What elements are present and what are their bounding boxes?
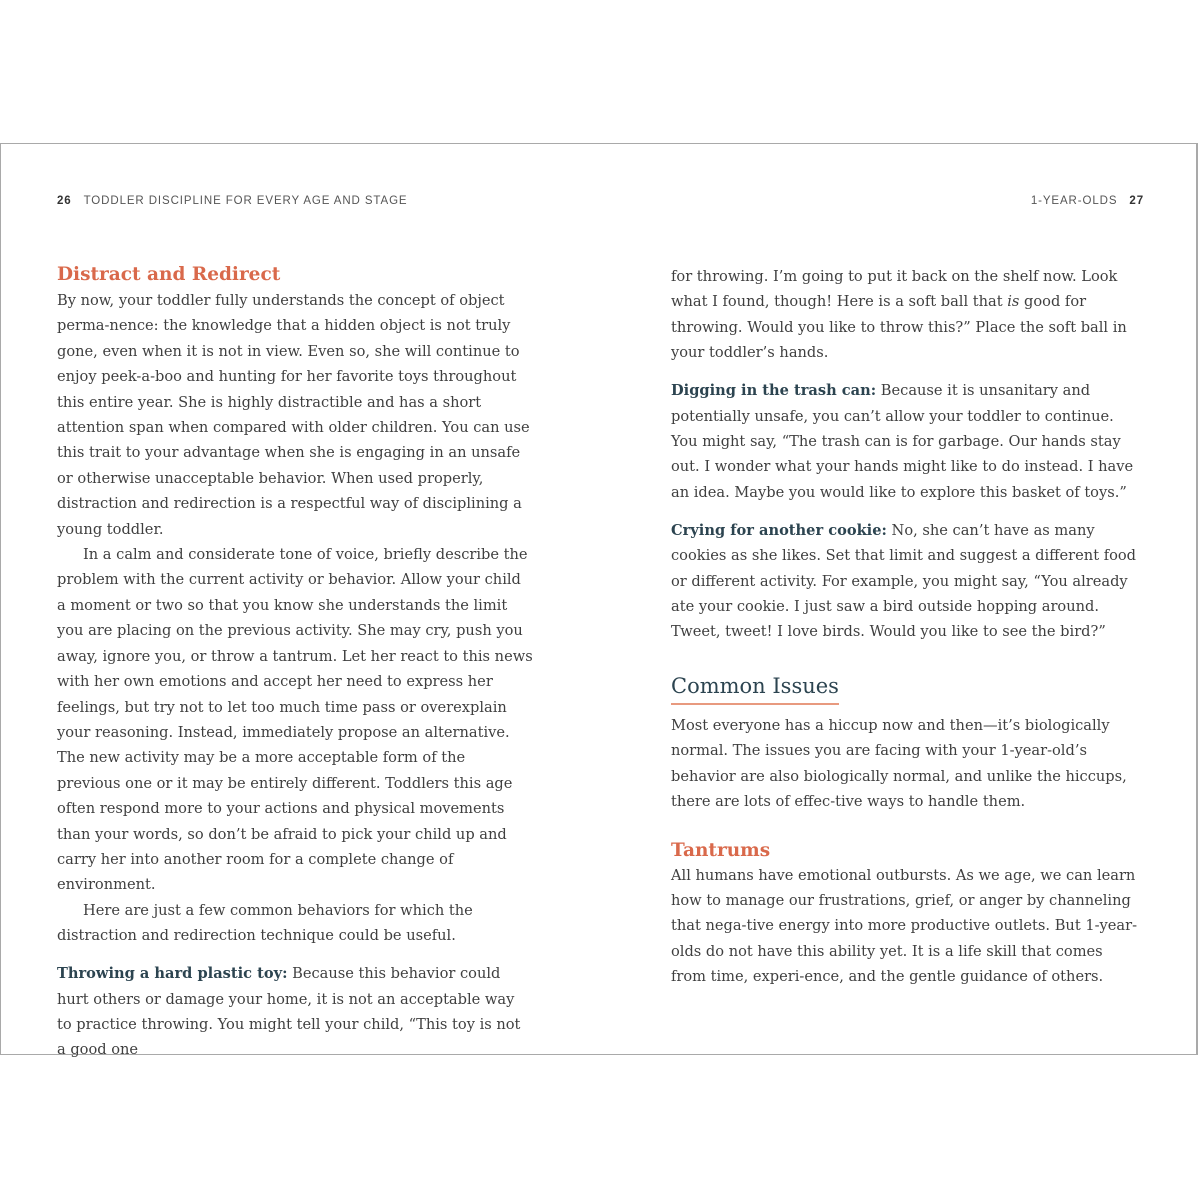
- behavior-entry: [57, 961, 533, 1063]
- left-page-number: 26: [57, 195, 72, 207]
- common-issues-intro: Most everyone has a hiccup now and then—it’s biologically normal. The issues you are facing with your 1-year-old’s behavior are also biologically normal, and unlike the hiccups, there are lots of effec-tive ways to handle them.: [671, 716, 1127, 811]
- right-page-body: [671, 264, 1141, 990]
- behavior-term: Throwing a hard plastic toy:: [57, 965, 288, 983]
- common-issues-heading: Common Issues: [671, 672, 839, 705]
- body-paragraph: By now, your toddler fully understands the concept of object perma-nence: the knowledge that a hidden object is not truly gone, even when it is not in view. Even so, she will continue to enjoy peek-a-boo and hunting for her favorite toys throughout this entire year. She is highly distractible and has a short attention span when compared with older children. You can use this trait to your advantage when she is engaging in an unsafe or otherwise unacceptable behavior. When used properly, distraction and redirection is a respectful way of disciplining a young toddler.: [57, 292, 530, 538]
- behavior-entry: [671, 518, 1141, 645]
- body-paragraph: Here are just a few common behaviors for which the distraction and redirection technique could be useful.: [57, 901, 473, 945]
- behavior-text: Because it is unsanitary and potentially unsafe, you can’t allow your toddler to continue. You might say, “The trash can is for garbage. Our hands stay out. I wonder what your hands might like to do instead. I have an idea. Maybe you would like to explore this basket of toys.”: [671, 382, 1134, 501]
- common-issues-section: [671, 672, 1141, 705]
- tantrums-section: [671, 838, 1141, 990]
- right-page-number: 27: [1129, 195, 1144, 207]
- behavior-term: Crying for another cookie:: [671, 521, 887, 539]
- behavior-term: Digging in the trash can:: [671, 382, 877, 400]
- tantrums-heading: Tantrums: [671, 839, 771, 861]
- behavior-text: Because this behavior could hurt others or damage your home, it is not an acceptable way to practice throwing. You might tell your child, “This toy is not a good one: [57, 965, 521, 1059]
- right-running-head: [1031, 195, 1144, 207]
- tantrums-paragraph: All humans have emotional outbursts. As we age, we can learn how to manage our frustrations, grief, or anger by channeling that nega-tive energy into more productive outlets. But 1-year-olds do not have this ability yet. It is a life skill that comes from time, experi-ence, and the gentle guidance of others.: [671, 866, 1138, 986]
- emphasis: is: [1007, 293, 1020, 311]
- left-running-title: TODDLER DISCIPLINE FOR EVERY AGE AND STAGE: [83, 195, 408, 207]
- body-paragraph: In a calm and considerate tone of voice, briefly describe the problem with the current activity or behavior. Allow your child a moment or two so that you know she understands the limit you are placing on the previous activity. She may cry, push you away, ignore you, or throw a tantrum. Let her react to this news with her own emotions and accept her need to express her feelings, but try not to let too much time pass or overexplain your reasoning. Instead, immediately propose an alternative. The new activity may be a more acceptable form of the previous one or it may be entirely different. Toddlers this age often respond more to your actions and physical movements than your words, so don’t be afraid to pick your child up and carry her into another room for a complete change of environment.: [57, 546, 533, 894]
- behavior-entry: [671, 378, 1141, 505]
- behavior-text: No, she can’t have as many cookies as she likes. Set that limit and suggest a different food or different activity. For example, you might say, “You already ate your cookie. I just saw a bird outside hopping around. Tweet, tweet! I love birds. Would you like to see the bird?”: [671, 521, 1137, 641]
- distract-redirect-heading: Distract and Redirect: [57, 264, 281, 285]
- right-running-title: 1-YEAR-OLDS: [1030, 195, 1118, 207]
- continued-paragraph: for throwing. I’m going to put it back on the shelf now. Look what I found, though! Here is a soft ball that is good for throwing. Would you like to throw this?” Place the soft ball in your toddler’s hands.: [671, 268, 1127, 362]
- left-running-head: [57, 195, 407, 207]
- left-page-body: [57, 262, 533, 1063]
